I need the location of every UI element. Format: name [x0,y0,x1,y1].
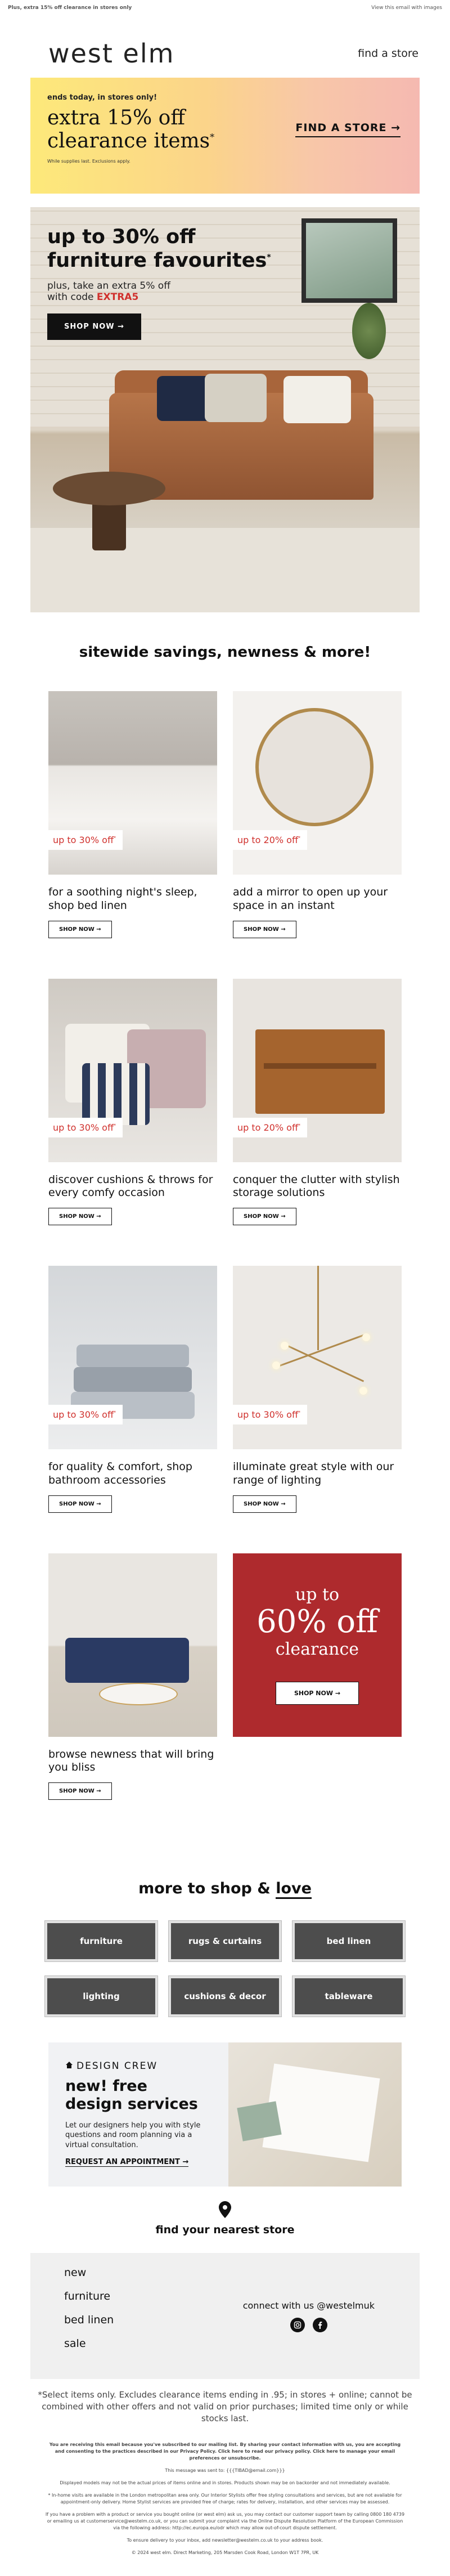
brand-logo[interactable]: west elm [48,38,175,69]
towel-shape [74,1367,192,1392]
bed-linen-image[interactable] [48,691,217,875]
location-pin-icon [0,2201,450,2223]
clearance-promo-card[interactable] [233,1553,402,1800]
cushion-shape [82,1063,150,1125]
shop-now-button[interactable]: SHOP NOW → [233,1208,296,1225]
hero-shop-now-button[interactable]: SHOP NOW → [47,313,141,340]
light-bulb [362,1333,370,1341]
floor-plan-paper [262,2064,380,2162]
find-nearest-store-link[interactable]: find your nearest store [155,2224,295,2236]
shop-now-button[interactable]: SHOP NOW → [48,921,112,938]
cabinet-shape [255,1029,385,1114]
fabric-swatch [237,2101,281,2141]
card-title: for quality & comfort, shop bathroom accessories [48,1461,192,1486]
hero-rug [30,528,420,612]
discount-badge: up to 20% off* [233,1118,307,1137]
social-section [243,2300,375,2361]
preheader-text: Plus, extra 15% off clearance in stores only [8,5,132,11]
table-shape [99,1683,178,1705]
shop-now-button[interactable]: SHOP NOW → [48,1495,112,1513]
hero-headline [47,225,271,272]
hero-plant [352,303,386,359]
clearance-upto: up to [295,1585,340,1605]
category-rugs-curtains-button[interactable]: rugs & curtains [169,1921,281,1961]
hero-coffee-table [53,472,165,505]
hero-headline-line-2: furniture favourites [47,249,267,272]
header [0,16,450,78]
category-bed-linen-button[interactable]: bed linen [292,1921,405,1961]
product-grid [48,691,402,1840]
hero-copy [47,225,271,340]
category-grid [0,1921,450,2017]
shop-now-button[interactable]: SHOP NOW → [48,1208,112,1225]
sofa-shape [65,1638,189,1683]
hero-sub-line-2: with code [47,292,97,303]
category-lighting-button[interactable]: lighting [45,1976,158,2017]
promo-line-1: extra 15% off [47,106,185,129]
clearance-label: clearance [275,1639,359,1659]
house-icon [65,2060,73,2072]
facebook-icon[interactable] [313,2318,327,2332]
legal-paragraph: To ensure delivery to your inbox, add newsletter@westelm.co.uk to your address book. [127,2538,323,2543]
legal-paragraph: * In-home visits are available in the London metropolitan area only. Our Interior Stylists offer free styling consultations and services, but are not available for appointment-only delivery. Home Stylist services are provided free of charge; rates for delivery, installation, and other services may be assessed. [48,2493,402,2505]
design-crew-image [228,2042,402,2187]
product-card-lighting[interactable] [233,1266,402,1513]
discount-badge: up to 30% off* [48,830,123,850]
social-icons [243,2318,375,2332]
section-title: sitewide savings, newness & more! [79,644,371,661]
footer-link-new[interactable]: new [64,2266,87,2279]
design-crew-label [65,2060,212,2072]
product-card-mirrors[interactable] [233,691,402,938]
light-rod [317,1266,319,1350]
footer [30,2253,420,2379]
hero-window [302,218,397,303]
clearance-promo-banner[interactable] [30,78,420,194]
footer-links [64,2266,114,2361]
product-card-cushions[interactable] [48,979,217,1226]
light-bulb [359,1387,367,1395]
mirror-shape [255,708,374,826]
legal-paragraph: You are receiving this email because you've subscribed to our mailing list. By sharing your contact information with us, you are accepting and consenting to the practices described in our Privacy Policy. Click here to read our privacy policy. Click here to manage your email preferences or unsubscribe. [49,2442,401,2461]
request-appointment-link[interactable]: REQUEST AN APPOINTMENT → [65,2158,189,2167]
design-crew-title [65,2077,212,2114]
lighting-image[interactable] [233,1266,402,1449]
more-title-love: love [276,1880,312,1899]
nearest-store-section[interactable] [0,2201,450,2236]
light-bulb [281,1342,289,1350]
footer-link-bed-linen[interactable]: bed linen [64,2314,114,2326]
cushions-image[interactable] [48,979,217,1162]
discount-badge: up to 20% off* [233,830,307,850]
view-with-images-link[interactable]: View this email with images [371,5,442,11]
hero-subtext [47,280,271,303]
card-title: conquer the clutter with stylish storage solutions [233,1173,400,1199]
discount-badge: up to 30% off* [48,1118,123,1137]
shop-now-button[interactable]: SHOP NOW → [233,921,296,938]
category-cushions-decor-button[interactable]: cushions & decor [169,1976,281,2017]
storage-image[interactable] [233,979,402,1162]
product-card-bed-linen[interactable] [48,691,217,938]
design-crew-title-1: new! free [65,2077,147,2095]
mirror-image[interactable] [233,691,402,875]
legal-text [45,2441,405,2556]
legal-paragraph: © 2024 west elm. Direct Marketing, 205 Marsden Cook Road, London W1T 7PR, UK [131,2550,319,2555]
promo-fine-print: While supplies last. Exclusions apply. [47,158,130,164]
connect-text: connect with us @westelmuk [242,2300,375,2311]
promo-find-store-button[interactable]: FIND A STORE → [295,122,400,137]
promo-code: EXTRA5 [96,292,139,303]
hero-sub-line-1: plus, take an extra 5% off [47,280,170,292]
light-arm [275,1334,366,1368]
hero-pillow [284,376,351,423]
hero-asterisk: * [267,253,271,262]
design-crew-banner[interactable] [48,2042,402,2187]
shop-now-button[interactable]: SHOP NOW → [233,1495,296,1513]
design-crew-label-text: DESIGN CREW [76,2060,158,2072]
category-furniture-button[interactable]: furniture [45,1921,158,1961]
product-card-storage[interactable] [233,979,402,1226]
more-to-shop-title [0,1880,450,1897]
preheader [0,0,450,16]
card-title: discover cushions & throws for every comfy occasion [48,1173,213,1199]
legal-paragraph: If you have a problem with a product or service you bought online (or west elm) ask us, you may contact our customer support team by calling 0800 180 4739 or emailing us at customerservice@westelm.co.uk, or you can submit your complaint via the Online Dispute Resolution Platform of the European Commission via the following address: http://ec.europa.eu/odr which may allow out-of-court dispute settlement. [45,2512,405,2530]
discount-badge: up to 30% off* [48,1405,123,1424]
shelf-shape [264,1063,376,1069]
card-title: add a mirror to open up your space in an instant [233,886,388,912]
card-title: illuminate great style with our range of lighting [233,1461,394,1486]
footer-link-sale[interactable]: sale [64,2337,86,2350]
towel-shape [76,1345,189,1367]
discount-badge: up to 30% off* [233,1405,307,1424]
promo-asterisk: * [210,132,215,143]
hero-pillow [205,374,267,422]
product-card-new-arrivals[interactable] [48,1553,217,1800]
instagram-icon[interactable] [290,2318,305,2332]
legal-paragraph: Displayed models may not be the actual prices of items online and in stores. Products shown may be on backorder and not immediately available. [60,2480,390,2485]
design-crew-copy [48,2042,228,2187]
footer-link-furniture[interactable]: furniture [64,2290,111,2302]
design-crew-title-2: design services [65,2095,198,2113]
promo-line-2: clearance items [47,129,210,153]
living-room-image[interactable] [48,1553,217,1737]
clearance-promo-block[interactable] [233,1553,402,1737]
hero-headline-line-1: up to 30% off [47,226,196,248]
find-a-store-link[interactable]: find a store [358,47,418,60]
more-title-prefix: more to shop & [138,1880,276,1897]
product-card-bathroom[interactable] [48,1266,217,1513]
light-bulb [272,1361,280,1369]
shop-now-button[interactable]: SHOP NOW → [48,1782,112,1800]
clearance-percent: 60% off [256,1603,378,1641]
category-tableware-button[interactable]: tableware [292,1976,405,2017]
card-title: for a soothing night's sleep, shop bed linen [48,886,197,912]
clearance-shop-now-button[interactable]: SHOP NOW → [276,1682,359,1705]
towels-image[interactable] [48,1266,217,1449]
card-title: browse newness that will bring you bliss [48,1748,214,1774]
offer-disclaimer: *Select items only. Excludes clearance items ending in .95; in stores + online; cannot be combined with other offers and not valid on prior purchases; limited time only or while stocks last. [38,2390,412,2423]
legal-paragraph: This message was sent to: {{{TIBAD@email.com}}} [165,2468,285,2473]
promo-ends-text: ends today, in stores only! [47,93,158,102]
hero-banner[interactable] [30,207,420,612]
design-crew-body: Let our designers help you with style questions and room planning via a virtual consultation. [65,2121,201,2149]
